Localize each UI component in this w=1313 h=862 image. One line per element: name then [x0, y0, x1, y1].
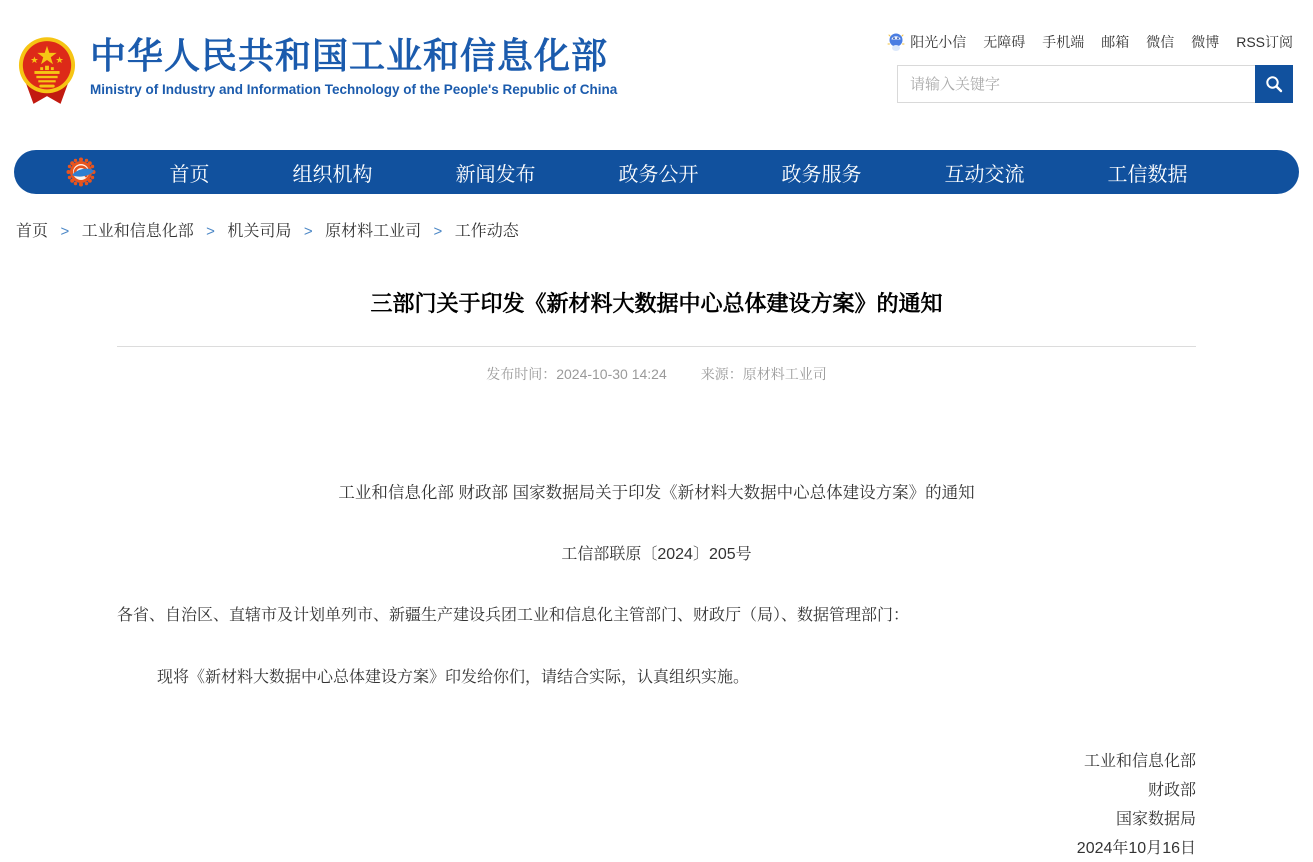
- search-input[interactable]: [898, 66, 1255, 102]
- national-emblem-icon: [18, 36, 76, 108]
- nav-item-gov-disclosure[interactable]: 政务公开: [618, 163, 699, 186]
- nav-item-gov-services[interactable]: 政务服务: [781, 163, 862, 186]
- mascot-robot-icon: [886, 32, 906, 52]
- signature-miit: 工业和信息化部: [1083, 753, 1196, 770]
- signature-date: 2024年10月16日: [1076, 840, 1196, 857]
- topbar-links: [897, 32, 1293, 52]
- breadcrumb-separator: >: [303, 223, 313, 240]
- main-nav: [14, 150, 1299, 194]
- breadcrumb-work-updates[interactable]: 工作动态: [454, 223, 519, 240]
- nav-item-miit-data[interactable]: 工信数据: [1107, 163, 1188, 186]
- breadcrumb-separator: >: [60, 223, 70, 240]
- article-body: [117, 479, 1196, 862]
- breadcrumb-separator: >: [433, 223, 443, 240]
- article-title: 三部门关于印发《新材料大数据中心总体建设方案》的通知: [370, 291, 943, 316]
- topbar-link-rss[interactable]: RSS订阅: [1236, 34, 1293, 50]
- topbar-link-weibo[interactable]: 微博: [1191, 34, 1220, 50]
- breadcrumb-miit[interactable]: 工业和信息化部: [81, 223, 194, 240]
- source-value: 原材料工业司: [742, 366, 827, 382]
- site-header: [0, 0, 1313, 130]
- search-icon: [1265, 75, 1283, 93]
- breadcrumb-departments[interactable]: 机关司局: [227, 223, 292, 240]
- site-subtitle: Ministry of Industry and Information Technology of the People's Republic of China: [90, 82, 618, 97]
- document-number: 工信部联原〔2024〕205号: [561, 546, 752, 563]
- article-meta: [117, 364, 1196, 384]
- header-right: [897, 32, 1293, 103]
- topbar-link-accessibility[interactable]: 无障碍: [983, 34, 1026, 50]
- signature-nda: 国家数据局: [1115, 811, 1196, 828]
- site-brand[interactable]: [18, 36, 617, 108]
- document-title-line: 工业和信息化部 财政部 国家数据局关于印发《新材料大数据中心总体建设方案》的通知: [338, 484, 975, 502]
- miit-logo-icon: [64, 155, 98, 189]
- title-divider: [117, 346, 1196, 347]
- topbar-link-mail[interactable]: 邮箱: [1101, 34, 1130, 50]
- topbar-link-mascot[interactable]: [886, 32, 966, 52]
- nav-list: [98, 158, 1299, 187]
- search-button[interactable]: [1255, 65, 1293, 103]
- salutation-paragraph: 各省、自治区、直辖市及计划单列市、新疆生产建设兵团工业和信息化主管部门、财政厅（局）、数据管理部门：: [117, 607, 910, 624]
- article: [117, 287, 1196, 862]
- brand-text: [90, 36, 617, 97]
- topbar-link-wechat[interactable]: 微信: [1146, 34, 1175, 50]
- signature-block: [117, 747, 1196, 862]
- signature-mof: 财政部: [1147, 782, 1196, 799]
- breadcrumb: [16, 218, 1313, 241]
- breadcrumb-raw-materials-dept[interactable]: 原材料工业司: [325, 223, 422, 240]
- nav-item-home[interactable]: 首页: [169, 163, 210, 186]
- breadcrumb-separator: >: [206, 223, 215, 240]
- site-title: 中华人民共和国工业和信息化部: [90, 35, 609, 76]
- nav-item-news[interactable]: 新闻发布: [455, 163, 536, 186]
- publish-time-label: 发布时间：: [486, 366, 557, 382]
- search-box: [897, 65, 1293, 103]
- topbar-link-label: 阳光小信: [910, 34, 967, 50]
- body-paragraph: 现将《新材料大数据中心总体建设方案》印发给你们，请结合实际，认真组织实施。: [157, 669, 750, 686]
- source-label: 来源：: [700, 366, 743, 382]
- nav-item-interaction[interactable]: 互动交流: [944, 163, 1025, 186]
- publish-time-value: 2024-10-30 14:24: [556, 366, 667, 382]
- nav-item-organization[interactable]: 组织机构: [292, 163, 373, 186]
- topbar-link-mobile[interactable]: 手机端: [1042, 34, 1085, 50]
- breadcrumb-home[interactable]: 首页: [16, 223, 49, 240]
